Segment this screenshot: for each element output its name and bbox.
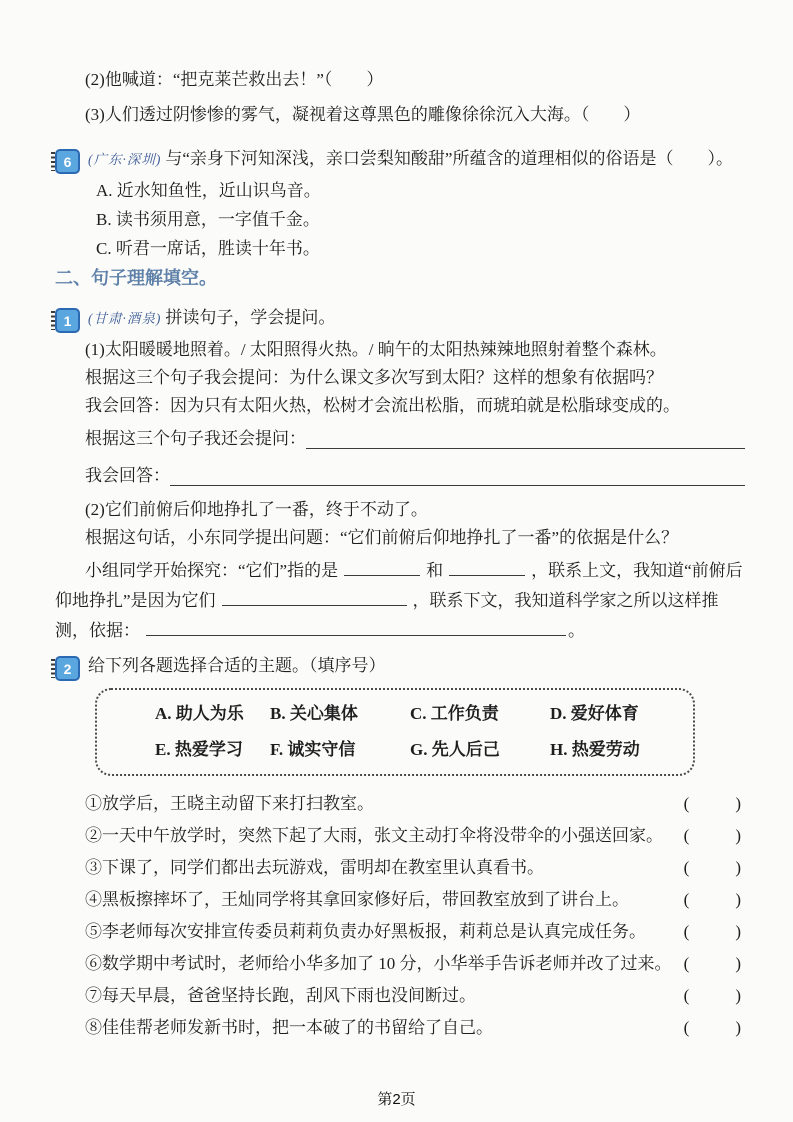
statement-text: ④黑板擦摔坏了，王灿同学将其拿回家修好后，带回教室放到了讲台上。	[85, 890, 629, 909]
statement-text: ②一天中午放学时，突然下起了大雨，张文主动打伞将没带伞的小强送回家。	[85, 826, 663, 845]
theme-c: C. 工作负责	[410, 704, 499, 723]
question-2-stem: 给下列各题选择合适的主题。（填序号）	[88, 655, 386, 675]
question-1-stem	[88, 307, 745, 330]
question-number-badge: 6	[55, 149, 80, 174]
statement-item-7	[85, 986, 745, 1006]
statement-item-3	[85, 858, 745, 878]
explore-seg5: 。	[568, 621, 585, 640]
statement-list	[55, 794, 745, 1038]
answer-blank	[449, 561, 525, 576]
theme-a: A. 助人为乐	[155, 704, 244, 723]
sentence-line-2: (2)他喊道：“把克莱芒救出去！”（ ）	[85, 70, 384, 89]
sentence-line-3: (3)人们透过阴惨惨的雾气，凝视着这尊黑色的雕像徐徐沉入大海。（ ）	[85, 105, 641, 124]
theme-f: F. 诚实守信	[270, 740, 356, 759]
part2-question-line: 根据这句话，小东同学提出问题：“它们前俯后仰地挣扎了一番”的依据是什么？	[85, 528, 679, 547]
question-6	[55, 146, 745, 171]
theme-options-box	[95, 688, 695, 776]
statement-text: ⑧佳佳帮老师发新书时，把一本破了的书留给了自己。	[85, 1018, 493, 1037]
answer-blank	[306, 432, 745, 449]
question-1-stem-text: 拼读句子，学会提问。	[165, 307, 336, 327]
part1-ask2-line	[85, 429, 745, 449]
answer-blank	[344, 561, 420, 576]
question-number-badge: 1	[55, 308, 80, 333]
answer-paren: ( )	[683, 954, 745, 973]
answer-paren: ( )	[683, 826, 745, 845]
answer-paren: ( )	[683, 794, 745, 813]
statement-text: ⑥数学期中考试时，老师给小华多加了 10 分，小华举手告诉老师并改了过来。	[85, 954, 672, 973]
theme-h: H. 热爱劳动	[550, 740, 640, 759]
answer-paren: ( )	[683, 890, 745, 909]
answer-blank	[146, 621, 566, 636]
statement-text: ①放学后，王晓主动留下来打扫教室。	[85, 794, 374, 813]
theme-e: E. 热爱学习	[155, 740, 243, 759]
option-c: C. 听君一席话，胜读十年书。	[96, 239, 320, 258]
question-1	[55, 305, 745, 330]
intro-items	[55, 70, 745, 125]
part1-ask-line: 根据这三个句子我会提问：为什么课文多次写到太阳？这样的想象有依据吗？	[85, 368, 663, 387]
answer-paren: ( )	[683, 858, 745, 877]
question-2	[55, 653, 745, 678]
part2-explore-paragraph	[55, 556, 745, 646]
explore-seg1: 小组同学开始探究：“它们”指的是	[85, 561, 339, 580]
statement-item-2	[85, 826, 745, 846]
answer-paren: ( )	[683, 922, 745, 941]
page-number: 第2页	[377, 1091, 416, 1108]
statement-text: ⑤李老师每次安排宣传委员莉莉负责办好黑板报，莉莉总是认真完成任务。	[85, 922, 646, 941]
section-2-title: 二、句子理解填空。	[55, 268, 217, 288]
theme-d: D. 爱好体育	[550, 704, 639, 723]
question-6-stem	[88, 148, 745, 171]
part2-sentence: (2)它们前俯后仰地挣扎了一番，终于不动了。	[85, 500, 428, 519]
region-label: (甘肃·酒泉)	[88, 310, 162, 326]
theme-g: G. 先人后己	[410, 740, 500, 759]
answer-blank	[222, 591, 407, 606]
statement-item-4	[85, 890, 745, 910]
option-a: A. 近水知鱼性，近山识鸟音。	[96, 181, 321, 200]
part1-answer2-line	[85, 466, 745, 486]
statement-item-5	[85, 922, 745, 942]
statement-text: ⑦每天早晨，爸爸坚持长跑，刮风下雨也没间断过。	[85, 986, 476, 1005]
part1-answer-line: 我会回答：因为只有太阳火热，松树才会流出松脂，而琥珀就是松脂球变成的。	[85, 396, 680, 415]
answer-paren: ( )	[683, 1018, 745, 1037]
part1-ask2-prefix: 根据这三个句子我还会提问：	[85, 429, 306, 448]
part1-sentence: (1)太阳暖暖地照着。/ 太阳照得火热。/ 晌午的太阳热辣辣地照射着整个森林。	[85, 340, 667, 359]
explore-seg2: 和	[426, 561, 444, 580]
region-label: (广东·深圳)	[88, 151, 162, 167]
statement-item-1	[85, 794, 745, 814]
statement-item-8	[85, 1018, 745, 1038]
theme-b: B. 关心集体	[270, 704, 358, 723]
question-6-stem-text: 与“亲身下河知深浅，亲口尝梨知酸甜”所蕴含的道理相似的俗语是（ ）。	[165, 148, 733, 168]
option-b: B. 读书须用意，一字值千金。	[96, 210, 320, 229]
statement-text: ③下课了，同学们都出去玩游戏，雷明却在教室里认真看书。	[85, 858, 544, 877]
part1-answer2-prefix: 我会回答：	[85, 466, 170, 485]
statement-item-6	[85, 954, 745, 974]
answer-blank	[170, 469, 745, 486]
explore-seg4: ，联系下文，我知道科学家之所以这样推测，依据：	[55, 591, 719, 640]
answer-paren: ( )	[683, 986, 745, 1005]
question-number-badge: 2	[55, 656, 80, 681]
explore-seg3: ，联系上文，我知道“前俯后仰地挣扎”是因为它们	[55, 561, 743, 610]
